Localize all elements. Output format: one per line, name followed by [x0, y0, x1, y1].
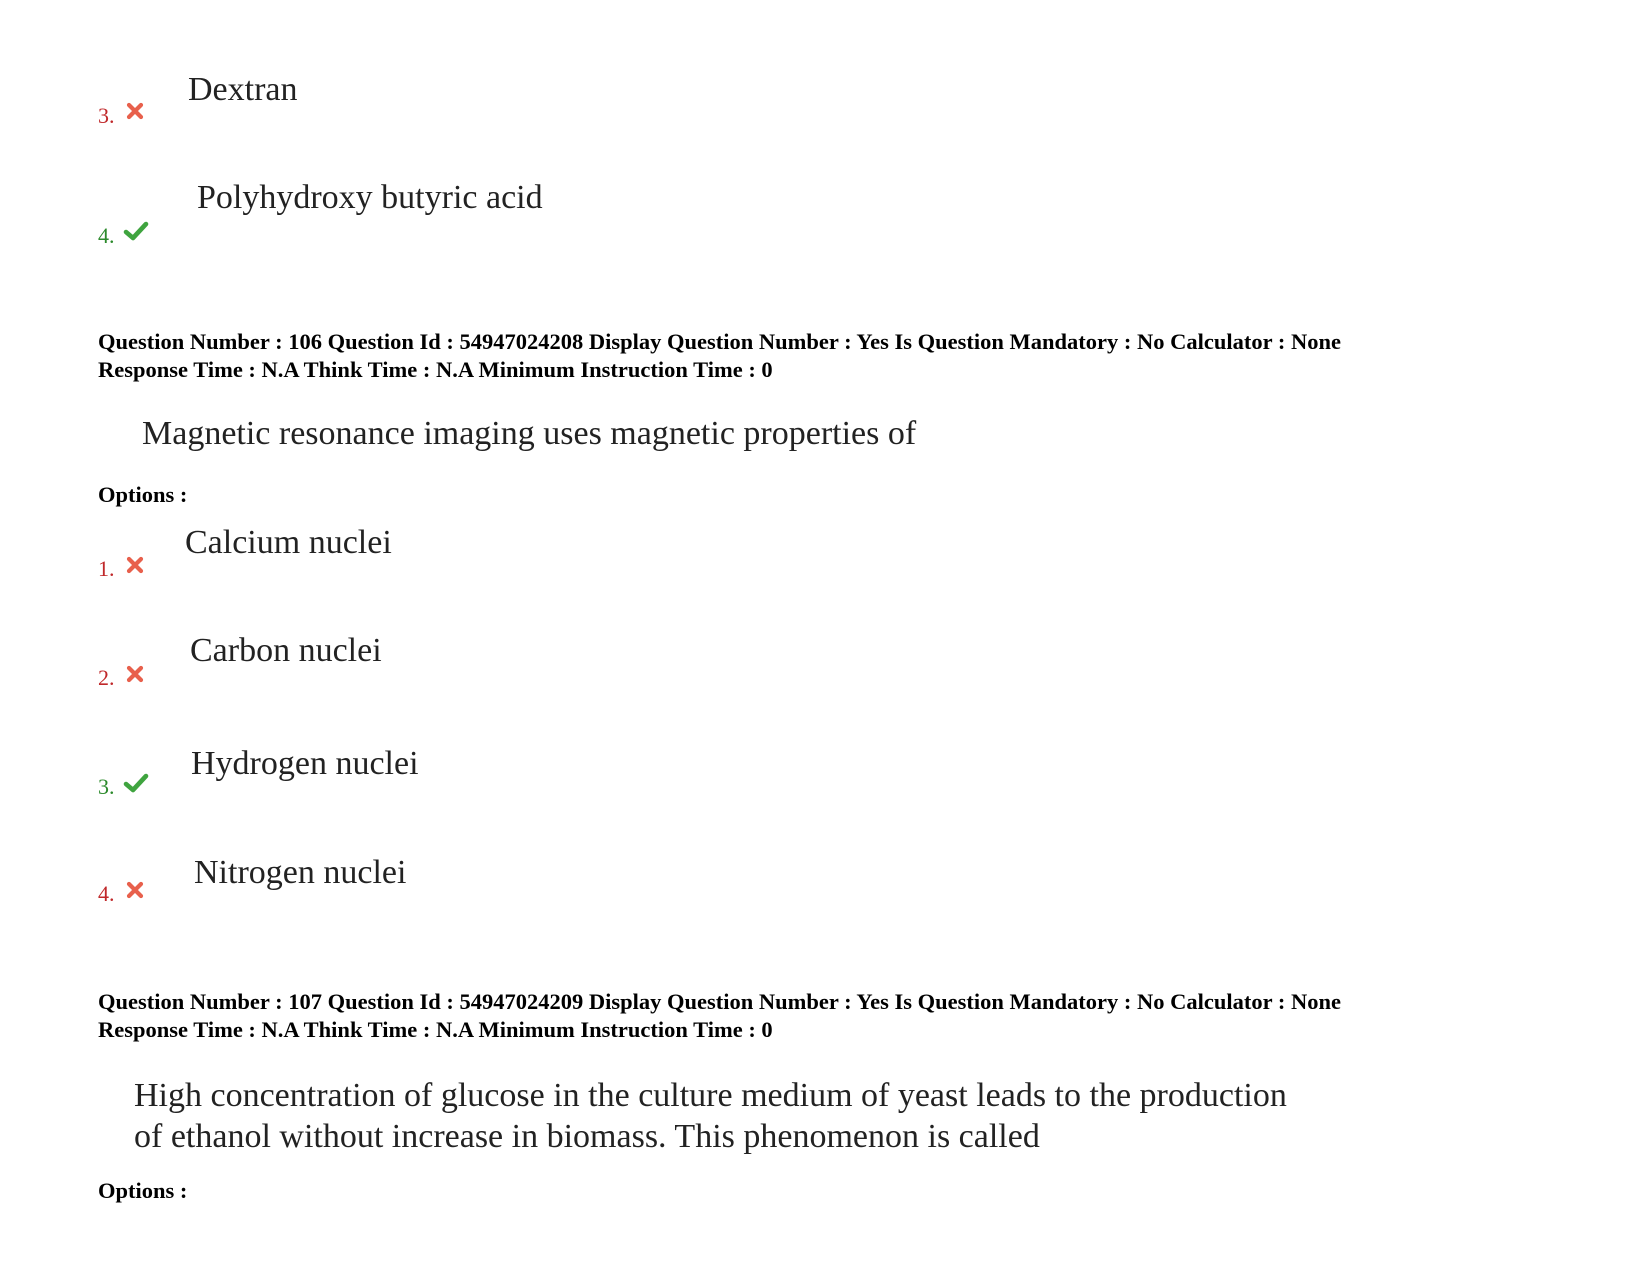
option-number: 3.: [98, 103, 115, 128]
option-text: Nitrogen nuclei: [194, 854, 407, 891]
options-label: Options :: [98, 1178, 188, 1203]
option-text: Hydrogen nuclei: [191, 745, 419, 782]
cross-icon: [125, 665, 145, 683]
option-number: 2.: [98, 665, 115, 690]
question-meta-line-1: Question Number : 106 Question Id : 54947024208 Display Question Number : Yes Is Question Mandatory : No Calculator : None: [98, 329, 1341, 354]
cross-icon: [125, 556, 145, 574]
options-label: Options :: [98, 482, 188, 507]
question-meta-line-2: Response Time : N.A Think Time : N.A Minimum Instruction Time : 0: [98, 1017, 773, 1042]
question-text: Magnetic resonance imaging uses magnetic properties of: [142, 415, 917, 452]
option-number: 3.: [98, 774, 115, 799]
option-number: 4.: [98, 223, 115, 248]
cross-icon: [125, 881, 145, 899]
check-icon: [123, 220, 149, 242]
option-number: 4.: [98, 881, 115, 906]
option-text: Carbon nuclei: [190, 632, 382, 669]
option-text: Calcium nuclei: [185, 524, 392, 561]
check-icon: [123, 772, 149, 794]
option-number: 1.: [98, 556, 115, 581]
question-text-line-2: of ethanol without increase in biomass. This phenomenon is called: [134, 1118, 1040, 1155]
cross-icon: [125, 102, 145, 120]
question-text-line-1: High concentration of glucose in the culture medium of yeast leads to the production: [134, 1077, 1287, 1114]
option-text: Polyhydroxy butyric acid: [197, 179, 543, 216]
option-text: Dextran: [188, 71, 298, 108]
question-meta-line-2: Response Time : N.A Think Time : N.A Minimum Instruction Time : 0: [98, 357, 773, 382]
question-meta-line-1: Question Number : 107 Question Id : 54947024209 Display Question Number : Yes Is Question Mandatory : No Calculator : None: [98, 989, 1341, 1014]
